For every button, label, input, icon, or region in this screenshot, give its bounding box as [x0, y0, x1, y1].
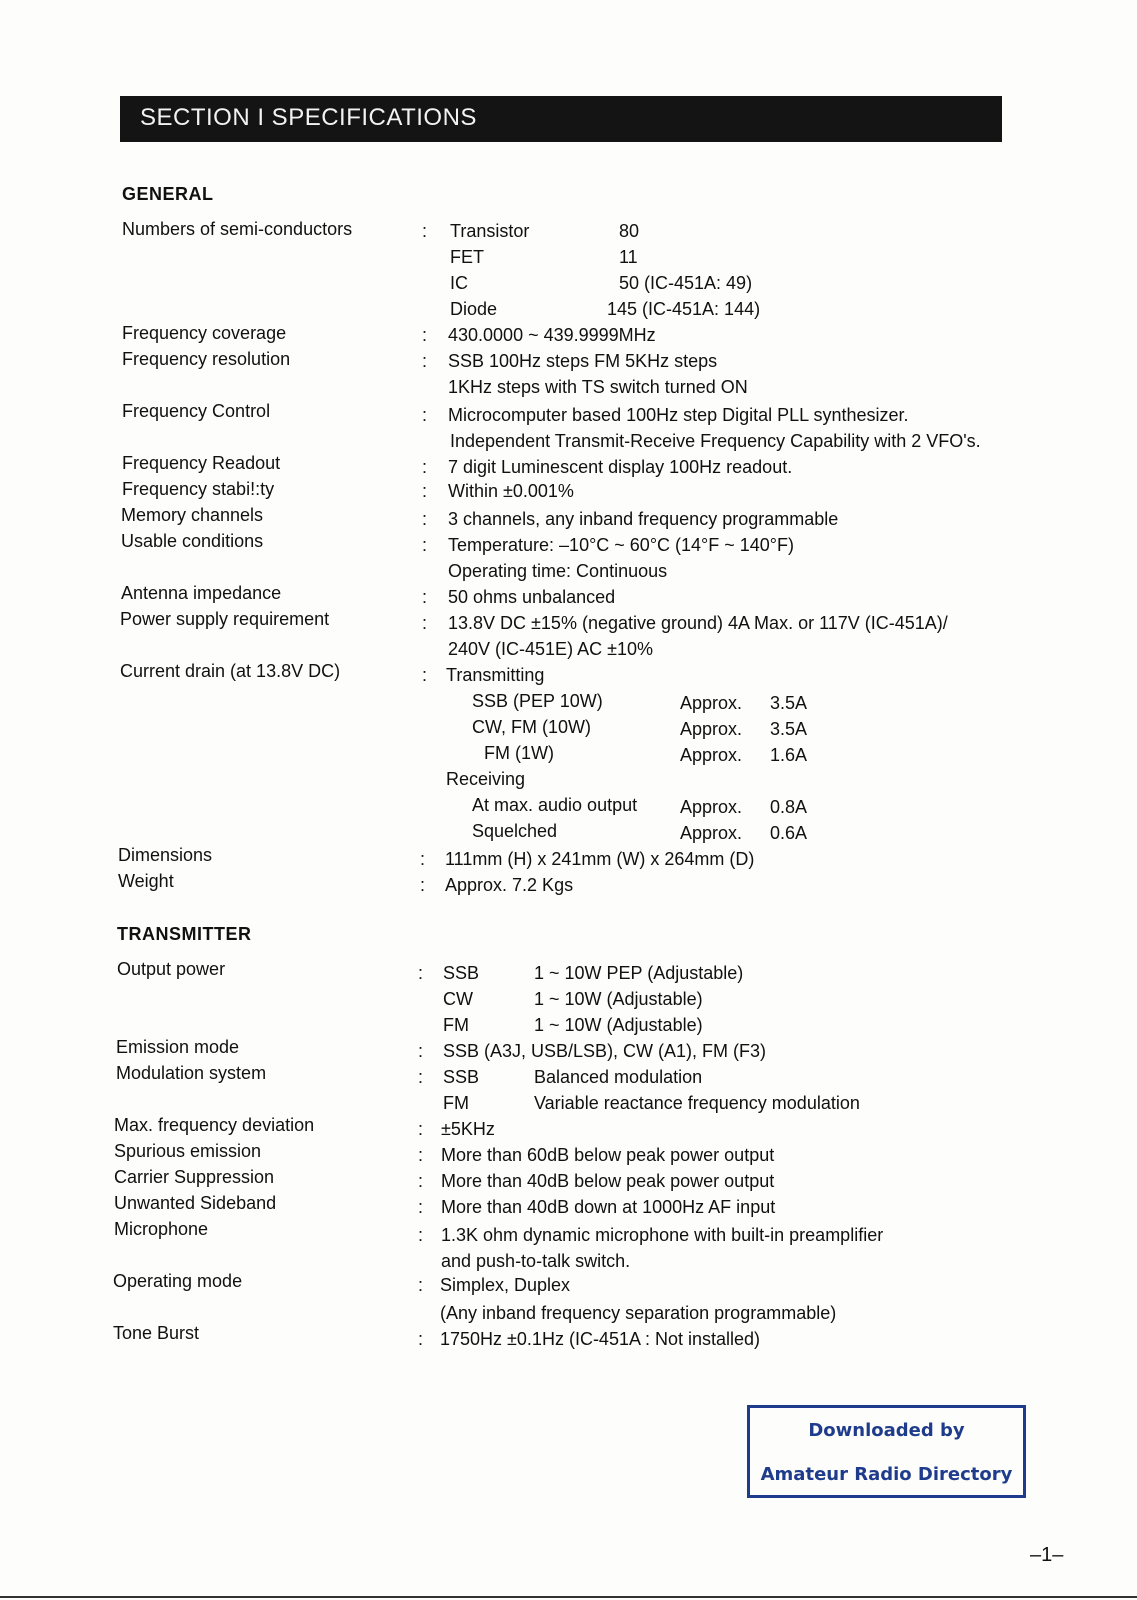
usable-label: Usable conditions: [121, 531, 264, 551]
memory-value: 3 channels, any inband frequency programmable: [448, 509, 839, 529]
freq-control-label: Frequency Control: [122, 401, 271, 421]
freq-readout-value: 7 digit Luminescent display 100Hz readout.: [448, 457, 793, 477]
freq-control-value-2: Independent Transmit-Receive Frequency Capability with 2 VFO's.: [450, 431, 981, 451]
operating-value: Simplex, Duplex: [440, 1275, 571, 1295]
freq-readout-label: Frequency Readout: [122, 453, 281, 473]
drain-value: 0.6A: [770, 823, 808, 843]
drain-approx: Approx.: [680, 797, 743, 817]
drain-approx: Approx.: [680, 719, 743, 739]
colon: :: [418, 1119, 424, 1139]
colon: :: [422, 535, 428, 555]
tone-burst-value: 1750Hz ±0.1Hz (IC-451A : Not installed): [440, 1329, 761, 1349]
colon: :: [422, 481, 428, 501]
colon: :: [420, 849, 426, 869]
microphone-value: 1.3K ohm dynamic microphone with built-in preamplifier: [441, 1225, 884, 1245]
drain-approx: Approx.: [680, 693, 743, 713]
microphone-label: Microphone: [114, 1219, 209, 1239]
transmitting-label: Transmitting: [446, 665, 545, 685]
carrier-label: Carrier Suppression: [114, 1167, 275, 1187]
freq-resolution-value-2: 1KHz steps with TS switch turned ON: [448, 377, 748, 397]
modulation-value: Balanced modulation: [534, 1067, 703, 1087]
power-supply-value-2: 240V (IC-451E) AC ±10%: [448, 639, 653, 659]
modulation-value: Variable reactance frequency modulation: [534, 1093, 860, 1113]
semiconductor-value: 145 (IC-451A: 144): [607, 299, 761, 319]
semiconductors-label: Numbers of semi-conductors: [122, 219, 353, 239]
operating-value-2: (Any inband frequency separation programmable): [440, 1303, 837, 1323]
colon: :: [422, 221, 428, 241]
emission-value: SSB (A3J, USB/LSB), CW (A1), FM (F3): [443, 1041, 767, 1061]
antenna-value: 50 ohms unbalanced: [448, 587, 616, 607]
antenna-label: Antenna impedance: [121, 583, 282, 603]
drain-mode: Squelched: [472, 821, 558, 841]
colon: :: [418, 1067, 424, 1087]
operating-label: Operating mode: [113, 1271, 243, 1291]
freq-stability-label: Frequency stabi!:ty: [122, 479, 275, 499]
spurious-value: More than 60dB below peak power output: [441, 1145, 775, 1165]
colon: :: [422, 509, 428, 529]
output-value: 1 ~ 10W PEP (Adjustable): [534, 963, 744, 983]
drain-mode: CW, FM (10W): [472, 717, 591, 737]
weight-value: Approx. 7.2 Kgs: [445, 875, 574, 895]
page-number: –1–: [1030, 1544, 1064, 1566]
emission-label: Emission mode: [116, 1037, 240, 1057]
drain-approx: Approx.: [680, 745, 743, 765]
unwanted-label: Unwanted Sideband: [114, 1193, 277, 1213]
drain-value: 3.5A: [770, 719, 808, 739]
download-credit-box: [747, 1405, 1026, 1498]
colon: :: [422, 351, 428, 371]
colon: :: [422, 587, 428, 607]
bottom-rule: [0, 1596, 1137, 1598]
drain-value: 1.6A: [770, 745, 808, 765]
colon: :: [418, 1041, 424, 1061]
tone-burst-label: Tone Burst: [113, 1323, 200, 1343]
semiconductor-value: 50 (IC-451A: 49): [619, 273, 753, 293]
dimensions-label: Dimensions: [118, 845, 213, 865]
drain-mode: SSB (PEP 10W): [472, 691, 603, 711]
freq-coverage-value: 430.0000 ~ 439.9999MHz: [448, 325, 656, 345]
colon: :: [420, 875, 426, 895]
drain-value: 0.8A: [770, 797, 808, 817]
output-mode: FM: [443, 1015, 469, 1035]
drain-approx: Approx.: [680, 823, 743, 843]
freq-coverage-label: Frequency coverage: [122, 323, 287, 343]
max-deviation-label: Max. frequency deviation: [114, 1115, 315, 1135]
general-heading: GENERAL: [122, 184, 214, 204]
colon: :: [422, 457, 428, 477]
modulation-label: Modulation system: [116, 1063, 267, 1083]
colon: :: [418, 1225, 424, 1245]
colon: :: [422, 325, 428, 345]
output-power-label: Output power: [117, 959, 226, 979]
transmitter-heading: TRANSMITTER: [117, 924, 252, 944]
microphone-value-2: and push-to-talk switch.: [441, 1251, 631, 1271]
colon: :: [418, 1197, 424, 1217]
output-mode: SSB: [443, 963, 480, 983]
output-value: 1 ~ 10W (Adjustable): [534, 989, 703, 1009]
modulation-mode: SSB: [443, 1067, 480, 1087]
usable-value-2: Operating time: Continuous: [448, 561, 668, 581]
carrier-value: More than 40dB below peak power output: [441, 1171, 775, 1191]
colon: :: [422, 613, 428, 633]
download-credit-line-1: Downloaded by: [808, 1420, 965, 1441]
semiconductor-name: FET: [450, 247, 484, 267]
colon: :: [418, 1329, 424, 1349]
colon: :: [422, 405, 428, 425]
colon: :: [418, 1275, 424, 1295]
drain-mode: At max. audio output: [472, 795, 638, 815]
freq-resolution-label: Frequency resolution: [122, 349, 291, 369]
max-deviation-value: ±5KHz: [441, 1119, 495, 1139]
semiconductor-value: 80: [619, 221, 640, 241]
power-supply-label: Power supply requirement: [120, 609, 330, 629]
download-credit-line-2: Amateur Radio Directory: [760, 1464, 1013, 1485]
usable-value: Temperature: –10°C ~ 60°C (14°F ~ 140°F): [448, 535, 794, 555]
colon: :: [418, 1171, 424, 1191]
output-mode: CW: [443, 989, 473, 1009]
freq-stability-value: Within ±0.001%: [448, 481, 574, 501]
semiconductor-name: Diode: [450, 299, 498, 319]
memory-label: Memory channels: [121, 505, 264, 525]
semiconductor-name: IC: [450, 273, 468, 293]
semiconductor-value: 11: [619, 247, 638, 267]
colon: :: [418, 963, 424, 983]
colon: :: [418, 1145, 424, 1165]
modulation-mode: FM: [443, 1093, 469, 1113]
colon: :: [422, 665, 428, 685]
output-value: 1 ~ 10W (Adjustable): [534, 1015, 703, 1035]
section-title: SECTION I SPECIFICATIONS: [140, 104, 477, 131]
receiving-label: Receiving: [446, 769, 526, 789]
dimensions-value: 111mm (H) x 241mm (W) x 264mm (D): [445, 849, 755, 869]
drain-mode: FM (1W): [484, 743, 554, 763]
freq-control-value: Microcomputer based 100Hz step Digital PLL synthesizer.: [448, 405, 909, 425]
drain-value: 3.5A: [770, 693, 808, 713]
weight-label: Weight: [118, 871, 174, 891]
freq-resolution-value: SSB 100Hz steps FM 5KHz steps: [448, 351, 718, 371]
spurious-label: Spurious emission: [114, 1141, 262, 1161]
unwanted-value: More than 40dB down at 1000Hz AF input: [441, 1197, 776, 1217]
power-supply-value: 13.8V DC ±15% (negative ground) 4A Max. or 117V (IC-451A)/: [448, 613, 948, 633]
section-header-bar: [120, 96, 1002, 142]
semiconductor-name: Transistor: [450, 221, 530, 241]
current-drain-label: Current drain (at 13.8V DC): [120, 661, 341, 681]
